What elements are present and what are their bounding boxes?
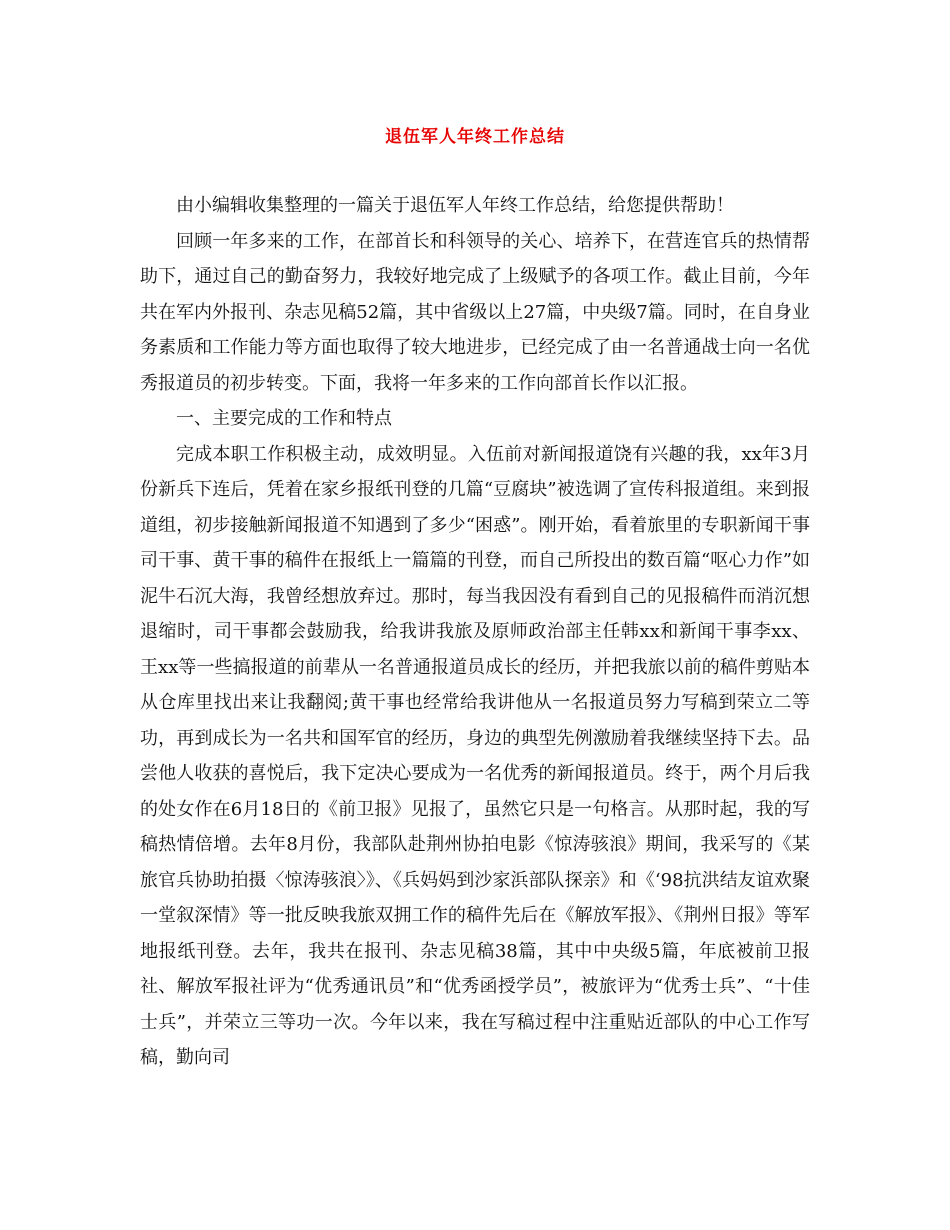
section-heading: 一、主要完成的工作和特点 [176, 408, 392, 429]
document-body [140, 188, 810, 1076]
intro-paragraph: 由小编辑收集整理的一篇关于退伍军人年终工作总结，给您提供帮助！ [176, 195, 734, 216]
work-paragraph: 完成本职工作积极主动，成效明显。入伍前对新闻报道饶有兴趣的我，xx年3月份新兵下连后，凭着在家乡报纸刊登的几篇“豆腐块”被选调了宣传科报道组。来到报道组，初步接触新闻报道不知遇到了多少“困惑”。刚开始，看着旅里的专职新闻干事司干事、黄干事的稿件在报纸上一篇篇的刊登，而自己所投出的数百篇“呕心力作”如泥牛石沉大海，我曾经想放弃过。那时，每当我因没有看到自己的见报稿件而消沉想退缩时，司干事都会鼓励我，给我讲我旅及原师政治部主任韩xx和新闻干事李xx、王xx等一些搞报道的前辈从一名普通报道员成长的经历，并把我旅以前的稿件剪贴本从仓库里找出来让我翻阅;黄干事也经常给我讲他从一名报道员努力写稿到荣立二等功，再到成长为一名共和国军官的经历，身边的典型先例激励着我继续坚持下去。品尝他人收获的喜悦后，我下定决心要成为一名优秀的新闻报道员。终于，两个月后我的处女作在6月18日的《前卫报》见报了，虽然它只是一句格言。从那时起，我的写稿热情倍增。去年8月份，我部队赴荆州协拍电影《惊涛骇浪》期间，我采写的《某旅官兵协助拍摄〈惊涛骇浪〉》、《兵妈妈到沙家浜部队探亲》和《‘98抗洪结友谊欢聚一堂叙深情》等一批反映我旅双拥工作的稿件先后在《解放军报》、《荆州日报》等军地报纸刊登。去年，我共在报刊、杂志见稿38篇，其中中央级5篇，年底被前卫报社、解放军报社评为“优秀通讯员”和“优秀函授学员”，被旅评为“优秀士兵”、“十佳士兵”，并荣立三等功一次。今年以来，我在写稿过程中注重贴近部队的中心工作写稿，勤向司 [140, 443, 810, 1068]
document-title: 退伍军人年终工作总结 [385, 127, 565, 147]
review-paragraph: 回顾一年多来的工作，在部首长和科领导的关心、培养下，在营连官兵的热情帮助下，通过自己的勤奋努力，我较好地完成了上级赋予的各项工作。截止目前，今年共在军内外报刊、杂志见稿52篇，其中省级以上27篇，中央级7篇。同时，在自身业务素质和工作能力等方面也取得了较大地进步，已经完成了由一名普通战士向一名优秀报道员的初步转变。下面，我将一年多来的工作向部首长作以汇报。 [140, 230, 810, 394]
